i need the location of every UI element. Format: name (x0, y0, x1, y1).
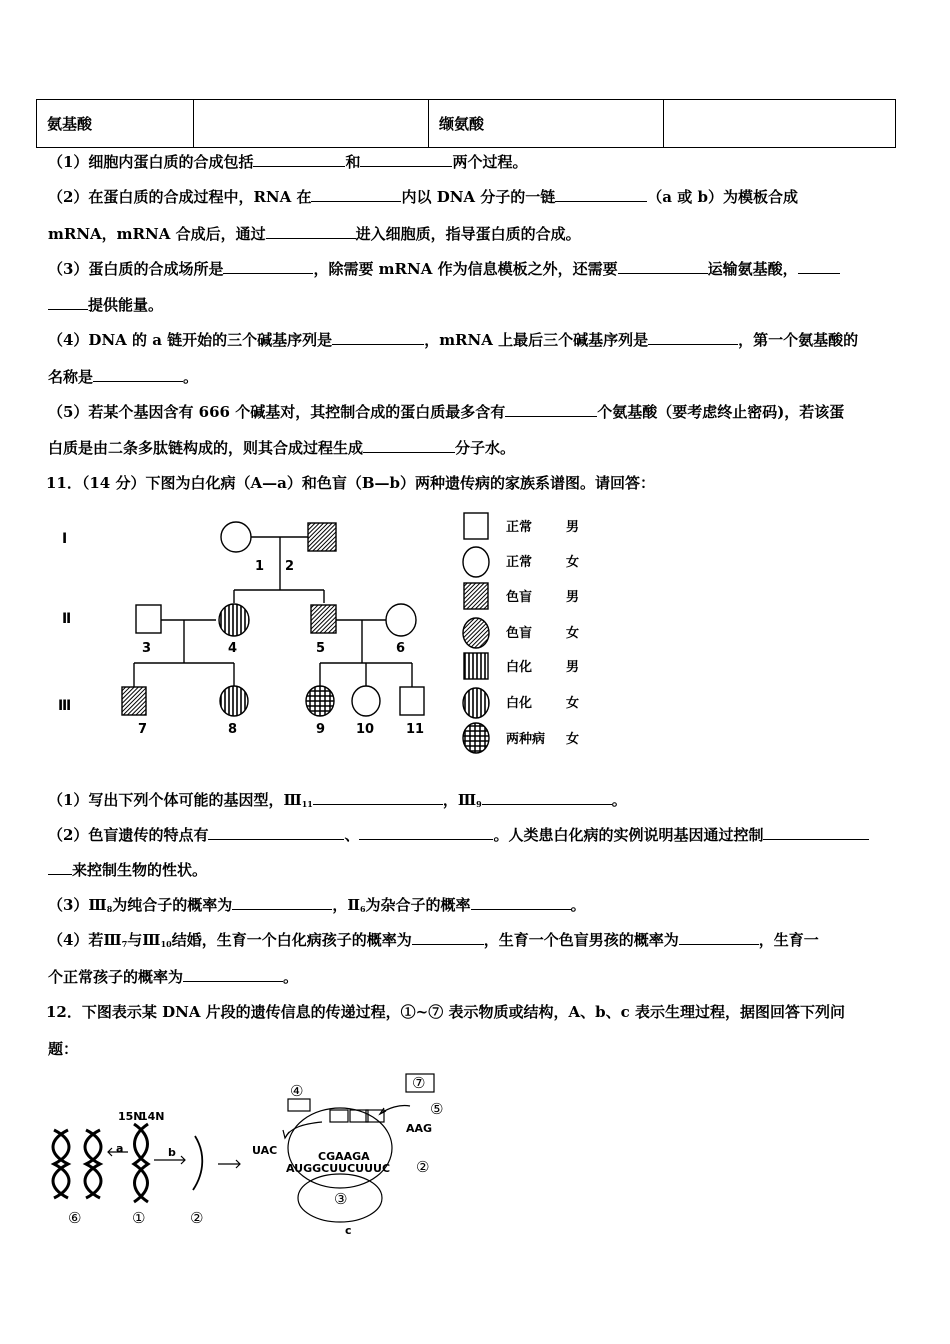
q11-part1-text: 。 (611, 791, 627, 809)
answer-blank[interactable] (471, 895, 571, 910)
individual-number: 5 (316, 641, 326, 656)
legend-label: 正常 (506, 520, 533, 535)
individual-number: 3 (142, 641, 152, 656)
subscript: 11 (301, 799, 313, 809)
q11-part4-text: 与Ⅲ (127, 931, 161, 949)
individual-III8 (220, 686, 248, 716)
answer-blank[interactable] (363, 438, 455, 453)
individual-I1 (221, 522, 251, 552)
answer-blank[interactable] (763, 825, 869, 840)
label-1: ① (132, 1209, 146, 1227)
q11-part4-text: 个正常孩子的概率为 (48, 968, 184, 986)
answer-blank[interactable] (93, 367, 183, 382)
q11-part1-text: （1）写出下列个体可能的基因型，Ⅲ (48, 791, 302, 809)
q10-part4-text: ，第一个氨基酸的 (738, 331, 859, 349)
answer-blank[interactable] (648, 330, 738, 345)
individual-III9 (306, 686, 334, 716)
label-3: ③ (334, 1190, 348, 1208)
individual-number: 11 (406, 722, 425, 737)
legend-sex: 女 (566, 555, 580, 570)
q11-part3 (48, 895, 906, 919)
answer-blank[interactable] (359, 825, 493, 840)
q10-part3-text: （3）蛋白质的合成场所是 (48, 260, 224, 278)
n14-label: 14N (140, 1110, 165, 1123)
q11-part3-text: 为杂合子的概率 (365, 896, 471, 914)
q12-title-cont: 题： (48, 1040, 79, 1058)
generation-label: Ⅲ (58, 698, 72, 714)
q11-part4-text: （4）若Ⅲ (48, 931, 122, 949)
q11-part3-text: （3）Ⅲ (48, 896, 107, 914)
individual-number: 2 (285, 559, 295, 574)
legend-sex: 女 (566, 626, 580, 641)
legend-sex: 女 (566, 732, 580, 747)
individual-number: 9 (316, 722, 326, 737)
legend-label: 白化 (506, 696, 533, 711)
q11-part4-text: 结婚，生育一个白化病孩子的概率为 (171, 931, 412, 949)
n15-label: 15N (118, 1110, 143, 1123)
q11-part4-text: 。 (283, 968, 299, 986)
answer-blank[interactable] (482, 790, 612, 805)
q10-part4-text: ，mRNA 上最后三个碱基序列是 (424, 331, 649, 349)
q11-part2-cont (48, 860, 906, 880)
amino-acid-table (36, 99, 896, 148)
legend-label: 白化 (506, 660, 533, 675)
legend-label: 色盲 (506, 626, 533, 641)
answer-blank[interactable] (311, 187, 401, 202)
q11-part4-text: ，生育一 (758, 931, 819, 949)
label-7: ⑦ (412, 1074, 426, 1092)
q10-part3-text: 提供能量。 (88, 296, 164, 314)
answer-blank[interactable] (679, 930, 759, 945)
pedigree-chart (44, 505, 614, 765)
q11-part2-text: 、 (344, 826, 360, 844)
cgaaga-label: CGAAGA (318, 1150, 370, 1163)
subscript: 7 (121, 939, 128, 949)
dna-transfer-figure (40, 1068, 470, 1238)
q10-part2-cont (48, 224, 906, 244)
individual-I2 (308, 523, 336, 551)
legend-label: 色盲 (506, 590, 533, 605)
table-cell-blank-1 (194, 100, 429, 148)
individual-III10 (352, 686, 380, 716)
answer-blank[interactable] (223, 259, 313, 274)
q11-part2-text: 来控制生物的性状。 (72, 861, 208, 879)
answer-blank[interactable] (505, 402, 597, 417)
q11-part4 (48, 930, 906, 954)
individual-II5 (311, 605, 336, 633)
q10-part4-cont (48, 367, 906, 387)
q11-part2 (48, 825, 906, 845)
generation-label: I (62, 531, 68, 547)
q10-part1-text: （1）细胞内蛋白质的合成包括 (48, 153, 254, 171)
table-cell-amino-acid: 氨基酸 (37, 100, 194, 148)
answer-blank[interactable] (253, 152, 345, 167)
q10-part1-text: 和 (345, 153, 361, 171)
answer-blank[interactable] (412, 930, 484, 945)
individual-III7 (122, 687, 146, 715)
answer-blank[interactable] (232, 895, 332, 910)
answer-blank[interactable] (48, 860, 72, 875)
table-cell-blank-2 (664, 100, 896, 148)
process-c-label: c (345, 1224, 352, 1237)
q10-part1-text: 两个过程。 (452, 153, 528, 171)
label-6: ⑥ (68, 1209, 82, 1227)
q10-part4-text: 名称是 (48, 368, 94, 386)
aag-label: AAG (406, 1122, 433, 1135)
answer-blank[interactable] (798, 259, 840, 274)
q11-part3-text: ，Ⅱ (332, 896, 360, 914)
q10-part5-text: 白质是由二条多肽链构成的，则其合成过程生成 (48, 439, 364, 457)
answer-blank[interactable] (360, 152, 452, 167)
individual-III11 (400, 687, 424, 715)
q10-part2 (48, 187, 906, 207)
label-5: ⑤ (430, 1100, 444, 1118)
q11-part4-cont (48, 967, 906, 987)
answer-blank[interactable] (266, 224, 356, 239)
individual-number: 6 (396, 641, 406, 656)
answer-blank[interactable] (618, 259, 708, 274)
q11-part3-text: 。 (570, 896, 586, 914)
q10-part2-text: 内以 DNA 分子的一链 (401, 188, 556, 206)
q12-title: 12．下图表示某 DNA 片段的遗传信息的传递过程，①~⑦ 表示物质或结构，A、b、c 表示生理过程，据图回答下列问 (46, 1003, 845, 1021)
mrna-sequence: AUGGCUUCUUUC (286, 1162, 391, 1175)
q10-part3-text: ，除需要 mRNA 作为信息模板之外，还需要 (313, 260, 618, 278)
q11-part4-text: ，生育一个色盲男孩的概率为 (483, 931, 679, 949)
q10-part2-text: （a 或 b）为模板合成 (647, 188, 798, 206)
legend-label: 两种病 (506, 732, 546, 747)
q10-part3-cont (48, 295, 906, 315)
legend-sex: 男 (566, 590, 580, 605)
q10-part5-cont (48, 438, 906, 458)
uac-label: UAC (252, 1144, 278, 1157)
individual-II6 (386, 604, 416, 636)
q11-part2-text: 。人类患白化病的实例说明基因通过控制 (493, 826, 764, 844)
q10-part4-text: 。 (183, 368, 199, 386)
answer-blank[interactable] (332, 330, 424, 345)
answer-blank[interactable] (313, 790, 443, 805)
q10-part5-text: 分子水。 (455, 439, 516, 457)
legend-label: 正常 (506, 555, 533, 570)
process-a-label: a (116, 1142, 124, 1155)
legend-sex: 女 (566, 696, 580, 711)
q10-part5 (48, 402, 906, 422)
q10-part5-text: 个氨基酸（要考虑终止密码)，若该蛋 (597, 403, 845, 421)
answer-blank[interactable] (555, 187, 647, 202)
q10-part2-text: 进入细胞质，指导蛋白质的合成。 (355, 225, 581, 243)
q10-part4 (48, 330, 906, 350)
label-2: ② (416, 1158, 430, 1176)
q10-part5-text: （5）若某个基因含有 666 个碱基对，其控制合成的蛋白质最多含有 (48, 403, 506, 421)
q10-part3-text: 运输氨基酸， (707, 260, 798, 278)
label-4: ④ (290, 1082, 304, 1100)
q10-part2-text: mRNA，mRNA 合成后，通过 (48, 225, 266, 243)
legend-sex: 男 (566, 660, 580, 675)
q11-part2-text: （2）色盲遗传的特点有 (48, 826, 209, 844)
individual-number: 10 (356, 722, 375, 737)
subscript: 9 (476, 799, 482, 809)
answer-blank[interactable] (183, 967, 283, 982)
answer-blank[interactable] (48, 295, 88, 310)
individual-II4 (219, 604, 249, 636)
legend-sex: 男 (566, 520, 580, 535)
q11-part1 (48, 790, 906, 814)
individual-number: 1 (255, 559, 265, 574)
individual-number: 4 (228, 641, 238, 656)
individual-number: 8 (228, 722, 238, 737)
q11-part3-text: 为纯合子的概率为 (112, 896, 233, 914)
q10-part2-text: （2）在蛋白质的合成过程中，RNA 在 (48, 188, 312, 206)
answer-blank[interactable] (208, 825, 344, 840)
generation-label: Ⅱ (62, 611, 72, 627)
q10-part3 (48, 259, 906, 279)
q10-part1 (48, 152, 906, 172)
q10-part4-text: （4）DNA 的 a 链开始的三个碱基序列是 (48, 331, 333, 349)
subscript: 10 (160, 939, 172, 949)
q11-part1-text: ，Ⅲ (442, 791, 477, 809)
process-b-label: b (168, 1146, 176, 1159)
individual-II3 (136, 605, 161, 633)
q11-title: 11．（14 分）下图为白化病（A—a）和色盲（B—b）两种遗传病的家族系谱图。请回答： (46, 474, 655, 492)
table-cell-valine: 缬氨酸 (429, 100, 664, 148)
subscript: 6 (359, 904, 366, 914)
label-2: ② (190, 1209, 204, 1227)
subscript: 8 (106, 904, 113, 914)
individual-number: 7 (138, 722, 148, 737)
